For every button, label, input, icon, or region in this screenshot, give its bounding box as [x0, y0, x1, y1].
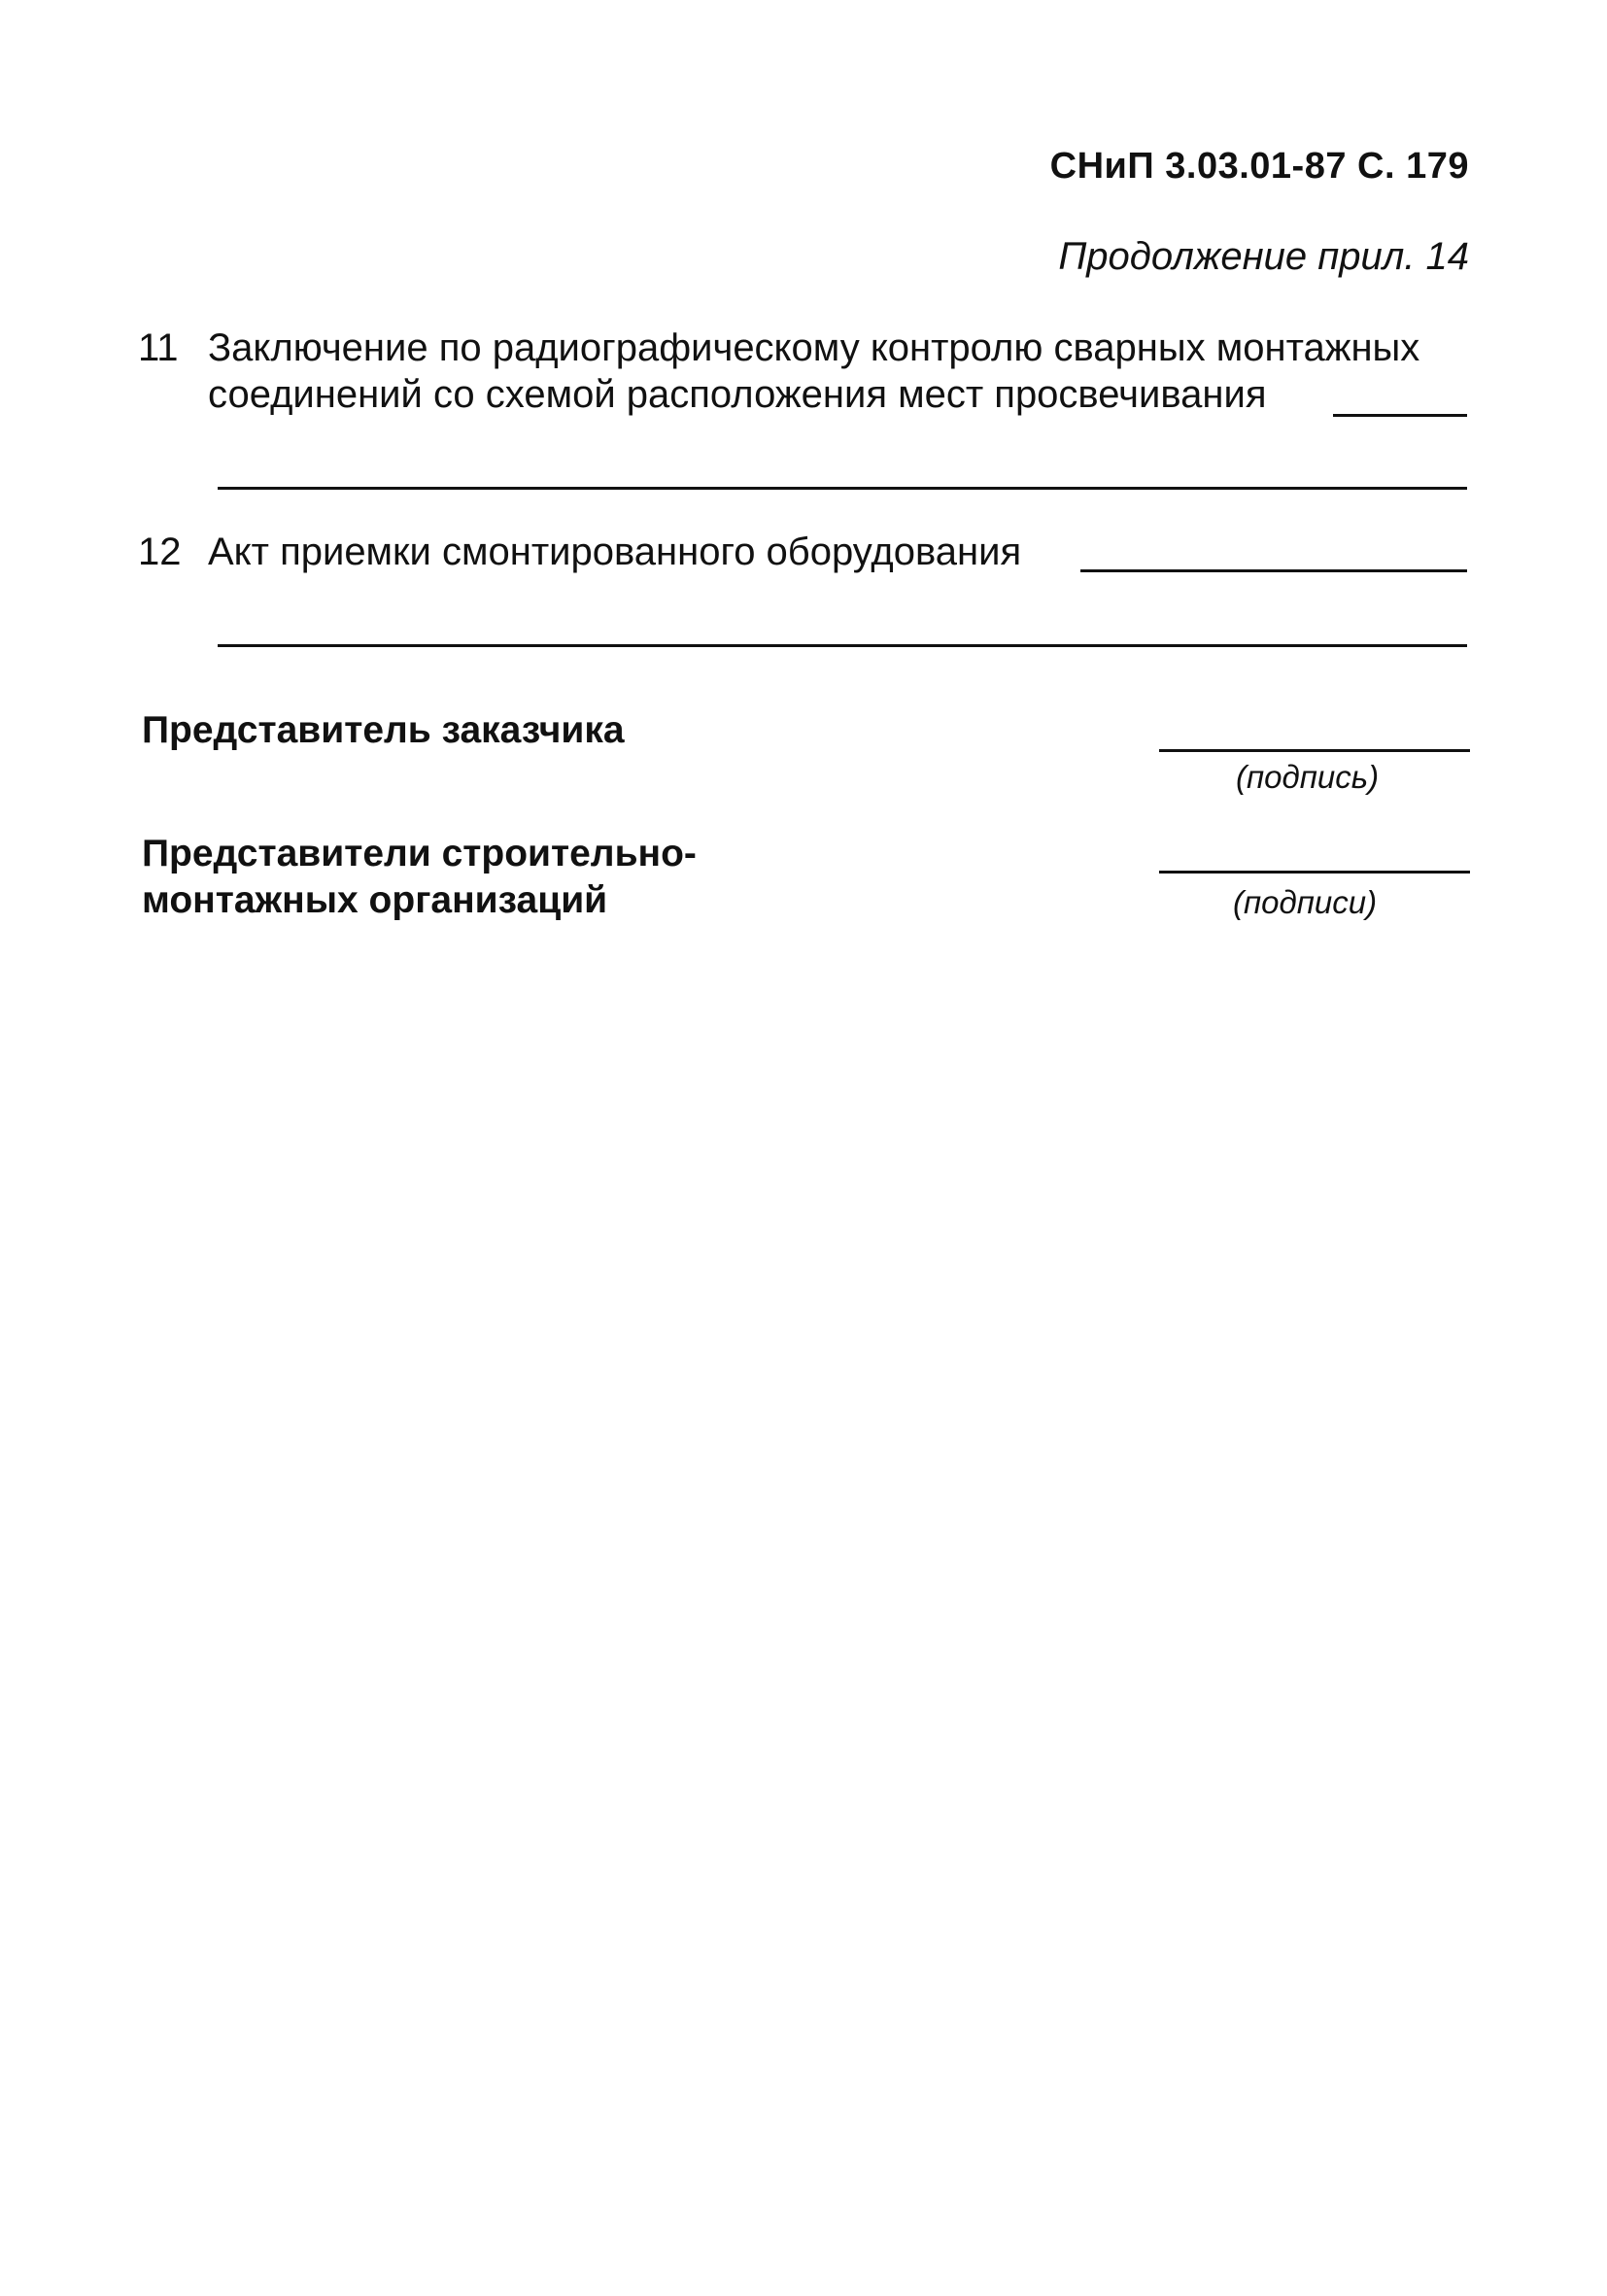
appendix-continuation: Продолжение прил. 14: [1058, 235, 1469, 278]
item-11-text-line2: соединений со схемой расположения мест просвечивания: [208, 373, 1267, 416]
builders-representatives-label-line1: Представители строительно-: [142, 833, 697, 874]
builders-representatives-label-line2: монтажных организаций: [142, 879, 608, 921]
item-12-fill-line: [218, 644, 1467, 647]
item-12-number: 12: [138, 531, 182, 573]
item-12-text: Акт приемки смонтированного оборудования: [208, 531, 1022, 573]
builders-signature-caption: (подписи): [1233, 884, 1378, 920]
item-12-fill-line-inline: [1080, 569, 1467, 572]
item-11-fill-line: [218, 487, 1467, 490]
builders-signature-line: [1159, 871, 1470, 874]
item-11-fill-line-inline: [1333, 414, 1467, 417]
customer-signature-line: [1159, 749, 1470, 752]
item-11-number: 11: [138, 326, 179, 369]
item-11-text-line1: Заключение по радиографическому контролю сварных монтажных: [208, 326, 1420, 369]
customer-signature-caption: (подпись): [1236, 759, 1380, 795]
customer-representative-label: Представитель заказчика: [142, 709, 625, 751]
document-reference: СНиП 3.03.01-87 С. 179: [1049, 146, 1469, 187]
